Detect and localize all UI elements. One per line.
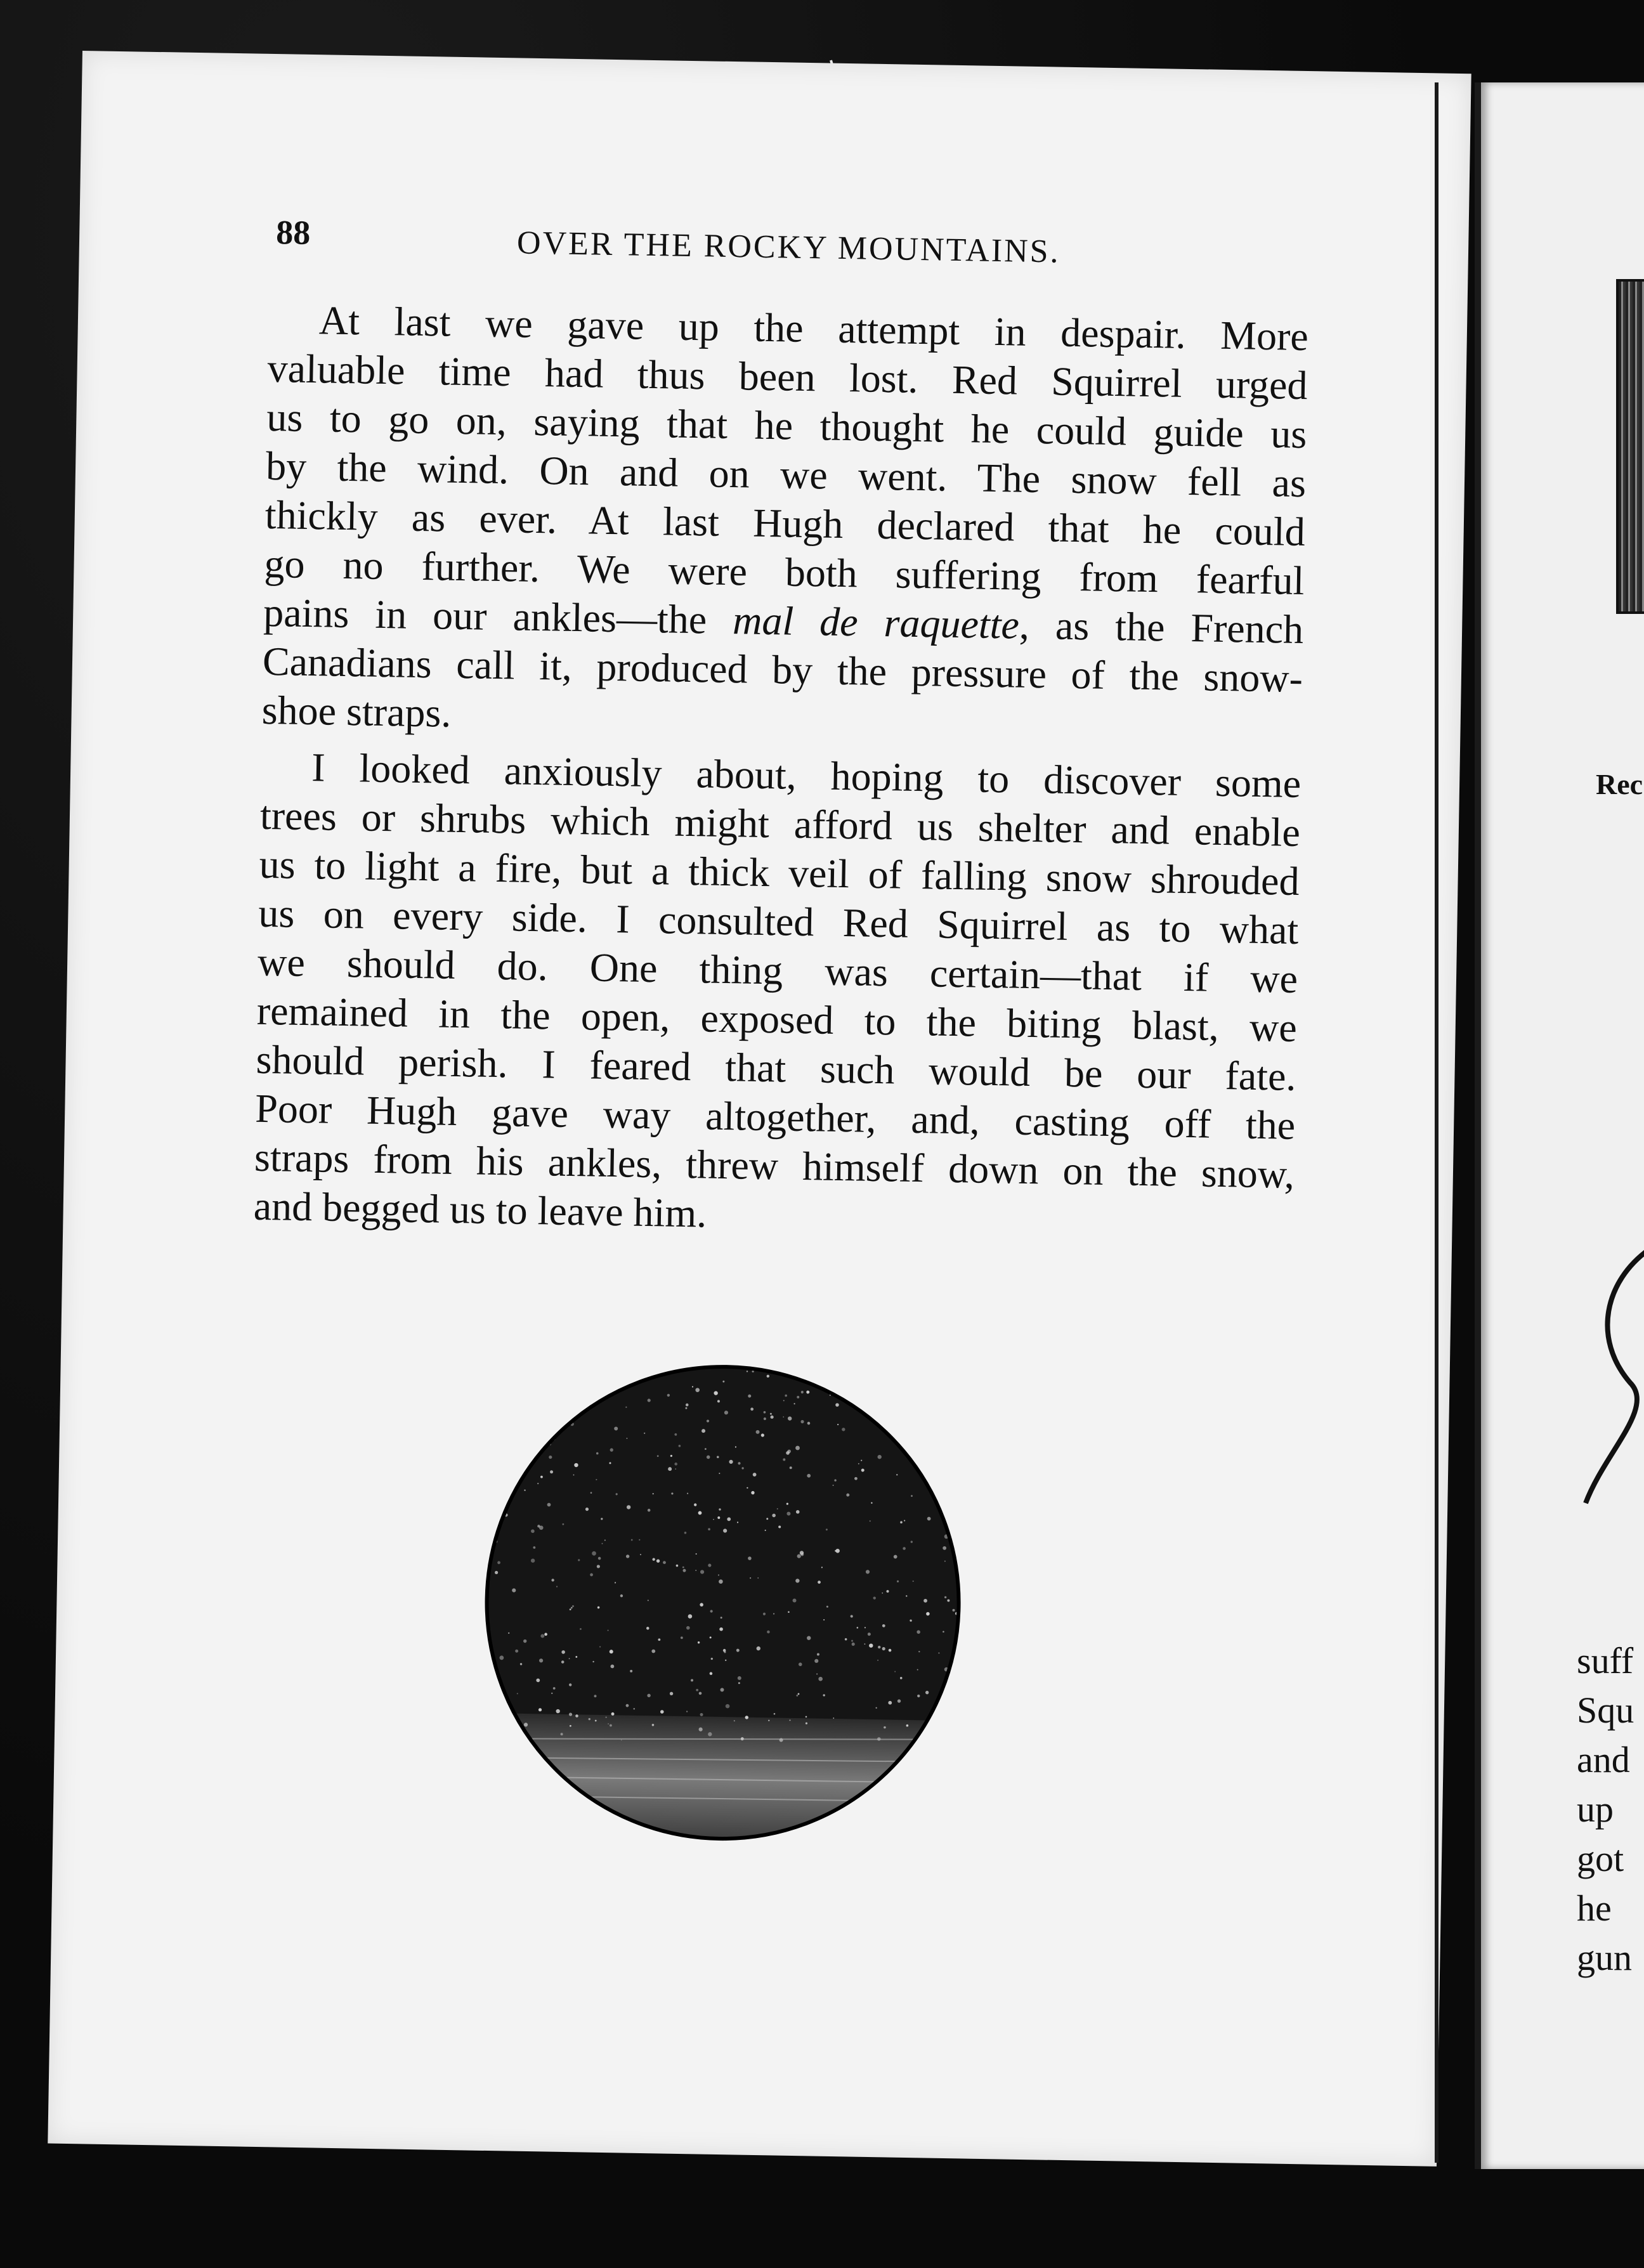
word-fragment: he <box>1577 1887 1612 1929</box>
snowflake-speck <box>497 1441 502 1445</box>
snowflake-speck <box>488 1485 491 1489</box>
snowflake-speck <box>800 1365 802 1367</box>
snowflake-speck <box>481 1542 484 1544</box>
snowflake-speck <box>483 1575 486 1579</box>
text-line: shoe straps. <box>261 687 452 736</box>
snowflake-speck <box>935 1365 937 1367</box>
snowflake-speck <box>558 1371 560 1373</box>
snowflake-speck <box>911 1381 914 1385</box>
snowflake-speck <box>952 1395 956 1399</box>
snowflake-speck <box>920 1438 925 1442</box>
snowflake-speck <box>561 1415 563 1417</box>
snowflake-speck <box>490 1450 492 1452</box>
snowflake-speck <box>946 1705 948 1707</box>
snowflake-speck <box>927 1375 929 1377</box>
text-line: Canadians call it, produced by the pressure of the snow- <box>262 638 1303 701</box>
snowflake-speck <box>510 1454 512 1457</box>
snowflake-speck <box>956 1490 961 1494</box>
facing-page-caption-fragment: Rec <box>1596 768 1643 800</box>
text-fragment: , as the French <box>1019 602 1304 653</box>
word-fragment: and <box>1577 1739 1630 1780</box>
snowflake-speck <box>952 1473 953 1475</box>
facing-page-text-fragments <box>1577 1636 1634 1983</box>
page-gutter <box>1435 82 1438 2163</box>
snowflake-speck <box>913 1375 915 1377</box>
text-line: At last we gave up the attempt in despair. More <box>318 297 1309 360</box>
word-fragment: up <box>1577 1789 1614 1830</box>
snowflake-speck <box>527 1385 531 1389</box>
snowflake-speck <box>564 1359 568 1362</box>
snowflake-speck <box>521 1399 523 1401</box>
text-line: straps from his ankles, threw himself down on the snow, <box>254 1134 1295 1197</box>
snowflake-speck <box>866 1368 870 1372</box>
snowflake-speck <box>556 1422 558 1424</box>
facing-page-illustration-edge <box>1579 1243 1644 1509</box>
snowflake-speck <box>492 1428 495 1431</box>
snowflake-speck <box>488 1431 489 1432</box>
italic-phrase: mal de raquette <box>732 597 1020 648</box>
text-line: us to light a fire, but a thick veil of falling snow shrouded <box>259 841 1300 904</box>
snowflake-speck <box>523 1412 525 1414</box>
facing-page-engraving-edge <box>1616 279 1644 614</box>
text-line: by the wind. On and on we went. The snow fell as <box>265 443 1307 506</box>
snowflake-speck <box>932 1388 933 1390</box>
word-fragment: suff <box>1577 1640 1634 1681</box>
snowflake-speck <box>866 1372 868 1374</box>
snowflake-speck <box>644 1370 646 1371</box>
snowflake-speck <box>954 1433 955 1434</box>
snowflake-speck <box>582 1386 585 1390</box>
snowflake-speck <box>494 1487 497 1490</box>
snowflake-speck <box>551 1420 552 1421</box>
left-page <box>48 51 1471 2167</box>
snowflake-speck <box>943 1488 946 1490</box>
snowflake-speck <box>955 1541 956 1542</box>
snowflake-speck <box>492 1475 495 1478</box>
snowflake-speck <box>948 1404 950 1407</box>
snowflake-speck <box>939 1489 943 1492</box>
snowflake-speck <box>807 1364 809 1365</box>
snowflake-speck <box>492 1487 493 1488</box>
snowflake-speck <box>963 1376 967 1379</box>
paragraph-1 <box>261 295 1308 752</box>
text-line: go no further. We were both suffering from fearful <box>264 540 1305 604</box>
snowflake-speck <box>805 1363 807 1365</box>
snowflake-speck <box>529 1437 533 1441</box>
snowflake-speck <box>939 1479 943 1483</box>
text-line: us to go on, saying that he thought he could guide us <box>266 394 1307 457</box>
snowflake-speck <box>872 1413 874 1415</box>
snowflake-speck <box>483 1476 486 1479</box>
text-line: should perish. I feared that such would be our fate. <box>256 1036 1297 1099</box>
text-line: I looked anxiously about, hoping to discover some <box>311 745 1302 807</box>
snowflake-speck <box>653 1367 655 1369</box>
snowflake-speck <box>952 1490 953 1491</box>
snowflake-speck <box>502 1430 506 1433</box>
snowflake-speck <box>566 1372 568 1374</box>
snowflake-speck <box>511 1434 512 1435</box>
text-line: trees or shrubs which might afford us shelter and enable <box>259 792 1301 855</box>
snowflake-speck <box>507 1491 509 1493</box>
snowflake-speck <box>947 1690 948 1691</box>
snowflake-speck <box>931 1383 934 1386</box>
snowflake-speck <box>894 1376 896 1377</box>
snowflake-speck <box>495 1415 498 1418</box>
snowflake-speck <box>568 1376 573 1381</box>
text-line: Poor Hugh gave way altogether, and, casting off the <box>254 1085 1296 1148</box>
snowflake-speck <box>950 1423 953 1426</box>
running-head: OVER THE ROCKY MOUNTAINS. <box>516 225 1061 270</box>
text-line: valuable time had thus been lost. Red Squirrel urged <box>267 345 1308 408</box>
text-line: us on every side. I consulted Red Squirrel as to what <box>258 890 1299 953</box>
text-fragment: pains in our ankles—the <box>263 589 733 643</box>
snowflake-speck <box>959 1526 963 1530</box>
snowflake-speck <box>491 1673 493 1675</box>
text-line: remained in the open, exposed to the biting blast, we <box>256 987 1298 1050</box>
word-fragment: gun <box>1577 1937 1632 1978</box>
page-number: 88 <box>275 213 311 252</box>
body-text <box>253 295 1308 1255</box>
paragraph-2 <box>253 742 1302 1248</box>
snowflake-speck <box>480 1728 483 1731</box>
word-fragment: got <box>1577 1838 1624 1879</box>
snowflake-speck <box>539 1442 540 1443</box>
circular-vignette-illustration <box>478 1358 967 1848</box>
text-line: thickly as ever. At last Hugh declared that he could <box>264 492 1306 555</box>
snowflake-speck <box>956 1721 959 1723</box>
snowflake-speck <box>491 1368 493 1371</box>
snowflake-speck <box>518 1419 519 1421</box>
snowflake-speck <box>518 1442 519 1444</box>
snowflake-speck <box>957 1367 958 1368</box>
snowflake-speck <box>547 1426 551 1430</box>
snowflake-speck <box>964 1448 967 1450</box>
snowflake-speck <box>540 1430 542 1432</box>
text-line: we should do. One thing was certain—that if we <box>257 939 1298 1001</box>
snowflake-speck <box>686 1364 689 1367</box>
snowflake-speck <box>825 1368 826 1369</box>
snowflake-speck <box>549 1362 552 1365</box>
snowflake-speck <box>909 1413 910 1414</box>
snowflake-speck <box>953 1504 956 1507</box>
snowflake-speck <box>949 1739 951 1741</box>
snowflake-speck <box>618 1376 622 1379</box>
snowflake-speck <box>516 1379 519 1382</box>
text-line: and begged us to leave him. <box>253 1183 707 1236</box>
word-fragment: Squ <box>1577 1690 1634 1731</box>
snowflake-speck <box>943 1365 944 1367</box>
